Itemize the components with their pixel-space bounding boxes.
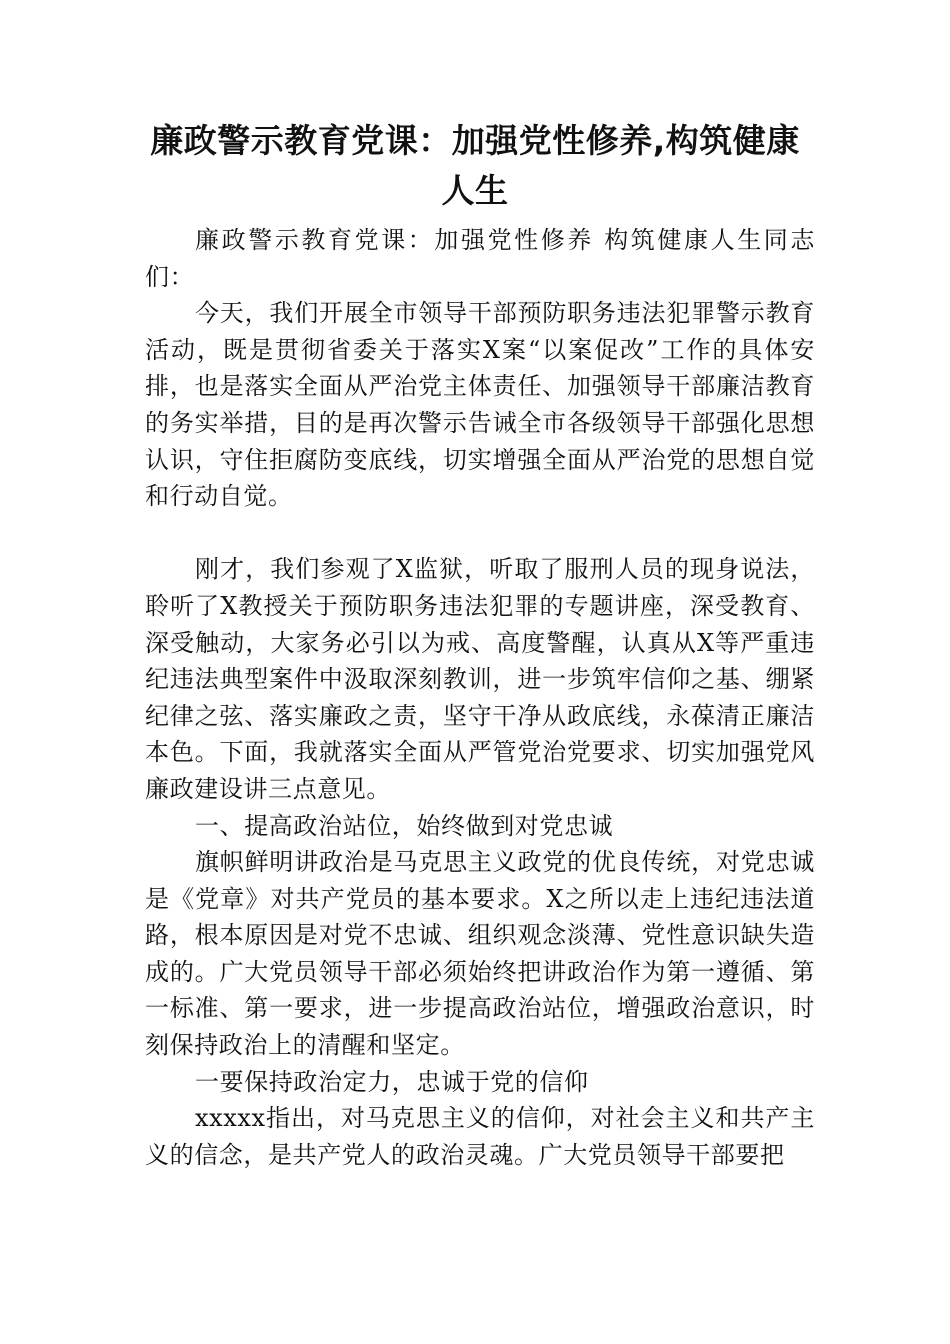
paragraph-intro: 今天，我们开展全市领导干部预防职务违法犯罪警示教育活动，既是贯彻省委关于落实X案“以案促改”工作的具体安排，也是落实全面从严治党主体责任、加强领导干部廉洁教育的务实举措，目的是再次警示告诫全市各级领导干部强化思想认识，守住拒腐防变底线，切实增强全面从严治党的思想自觉和行动自觉。	[145, 299, 815, 511]
paragraph-salutation: 廉政警示教育党课：加强党性修养 构筑健康人生同志们：	[145, 226, 815, 291]
document-body	[145, 222, 815, 1173]
paragraph-subsection-1: xxxxx指出，对马克思主义的信仰，对社会主义和共产主义的信念，是共产党人的政治灵魂。广大党员领导干部要把	[145, 1104, 815, 1169]
paragraph-visit: 刚才，我们参观了X监狱，听取了服刑人员的现身说法，聆听了X教授关于预防职务违法犯罪的专题讲座，深受教育、深受触动，大家务必引以为戒、高度警醒，认真从X等严重违纪违法典型案件中汲取深刻教训，进一步筑牢信仰之基、绷紧纪律之弦、落实廉政之责，坚守干净从政底线，永葆清正廉洁本色。下面，我就落实全面从严管党治党要求、切实加强党风廉政建设讲三点意见。	[145, 555, 815, 803]
subheading-1: 一要保持政治定力，忠诚于党的信仰	[195, 1067, 589, 1096]
section-heading-1: 一、提高政治站位，始终做到对党忠诚	[195, 811, 614, 840]
paragraph-section-1: 旗帜鲜明讲政治是马克思主义政党的优良传统，对党忠诚是《党章》对共产党员的基本要求。X之所以走上违纪违法道路，根本原因是对党不忠诚、组织观念淡薄、党性意识缺失造成的。广大党员领导干部必须始终把讲政治作为第一遵循、第一标准、第一要求，进一步提高政治站位，增强政治意识，时刻保持政治上的清醒和坚定。	[145, 848, 815, 1060]
document-title: 廉政警示教育党课：加强党性修养,构筑健康人生	[150, 121, 800, 210]
